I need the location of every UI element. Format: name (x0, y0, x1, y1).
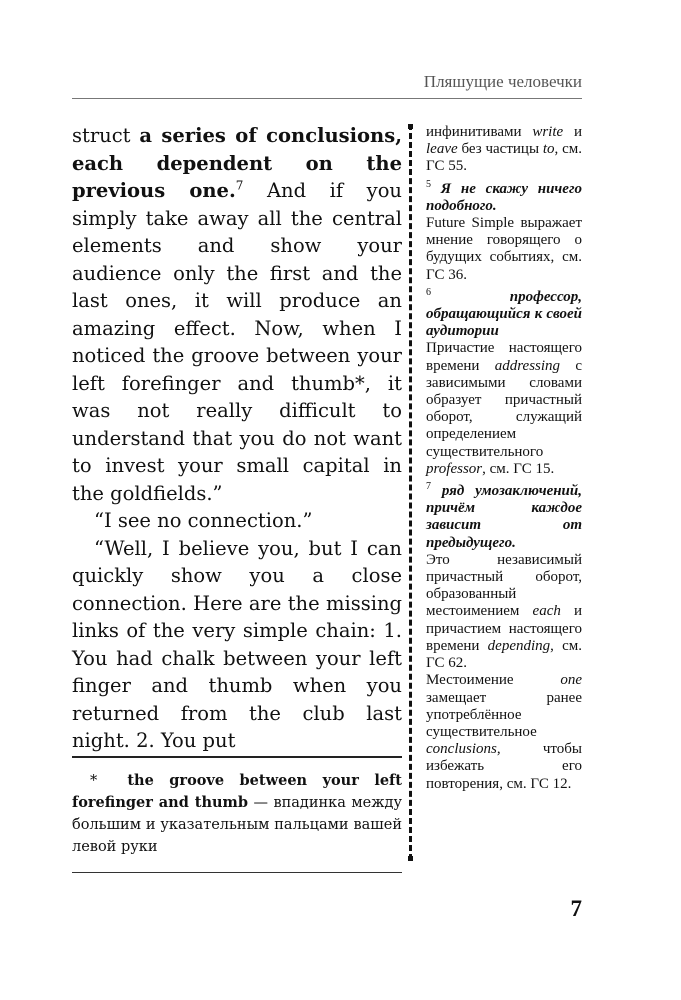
side-notes (426, 124, 582, 793)
paragraph-2: “I see no connection.” (94, 509, 313, 532)
page-number: 7 (570, 896, 582, 921)
running-head: Пляшущие человечки (423, 72, 582, 91)
paragraph-1: struct a series of conclusions, each dependent on the previous one.$^7$ And if you simply take away all the central elements and show your audience only the first and the last ones, it will produce an amazing effect. Now, when I noticed the groove between your left forefinger and thumb*, it was not really difficult to understand that you do not want to invest your small capital in the goldfields.” (72, 124, 403, 505)
note-4-continued: инфинитивами write и leave без частицы to, см. ГС 55. (426, 124, 583, 175)
paragraph-3: “Well, I believe you, but I can quickly show you a close connection. Here are the missing links of the very simple chain: 1. You had chalk between your left finger and thumb when you returned from the club last night. 2. You put (72, 536, 402, 752)
note-7-text-2: Местоимение one замещает ранее употреблённое существительное conclusions, чтобы избежать его повторения, см. ГС 12. (426, 672, 582, 792)
note-7-heading: $^7$ ряд умозаключений, причём каждое зависит от предыдущего. (426, 481, 582, 551)
note-5-text: Future Simple выражает мнение говорящего о будущих событиях, см. ГС 36. (426, 215, 582, 283)
column-divider (409, 124, 415, 860)
note-6-text: Причастие настоящего времени addressing с зависимыми словами образует причастный оборот, служащий определением существительного professor, см. ГС 15. (426, 340, 582, 477)
footnote-marker: * (90, 773, 98, 789)
main-text (72, 122, 402, 755)
footnote-rule-bottom (72, 872, 402, 873)
footnote (72, 770, 402, 858)
header-rule (72, 98, 582, 99)
bold-phrase: a series of conclusions, each dependent on the previous one. (72, 124, 403, 202)
footnote-rule-top (72, 756, 402, 758)
note-7-text: Это независимый причастный оборот, образованный местоимением each и причастием настоящего времени depending, см. ГС 62. (426, 551, 582, 672)
footnote-term: the groove between your left forefinger and thumb (72, 772, 402, 811)
note-6-heading: $^6$ профессор, обращающийся к своей аудитории (426, 286, 582, 340)
divider-dot-top (408, 124, 413, 129)
note-ref-7: 7 (235, 178, 244, 193)
divider-dot-bottom (408, 856, 413, 861)
footnote-text: — впадинка между большим и указательным пальцами вашей левой руки (72, 795, 402, 855)
note-5-heading: $^5$ Я не скажу ничего подобного. (426, 178, 582, 214)
